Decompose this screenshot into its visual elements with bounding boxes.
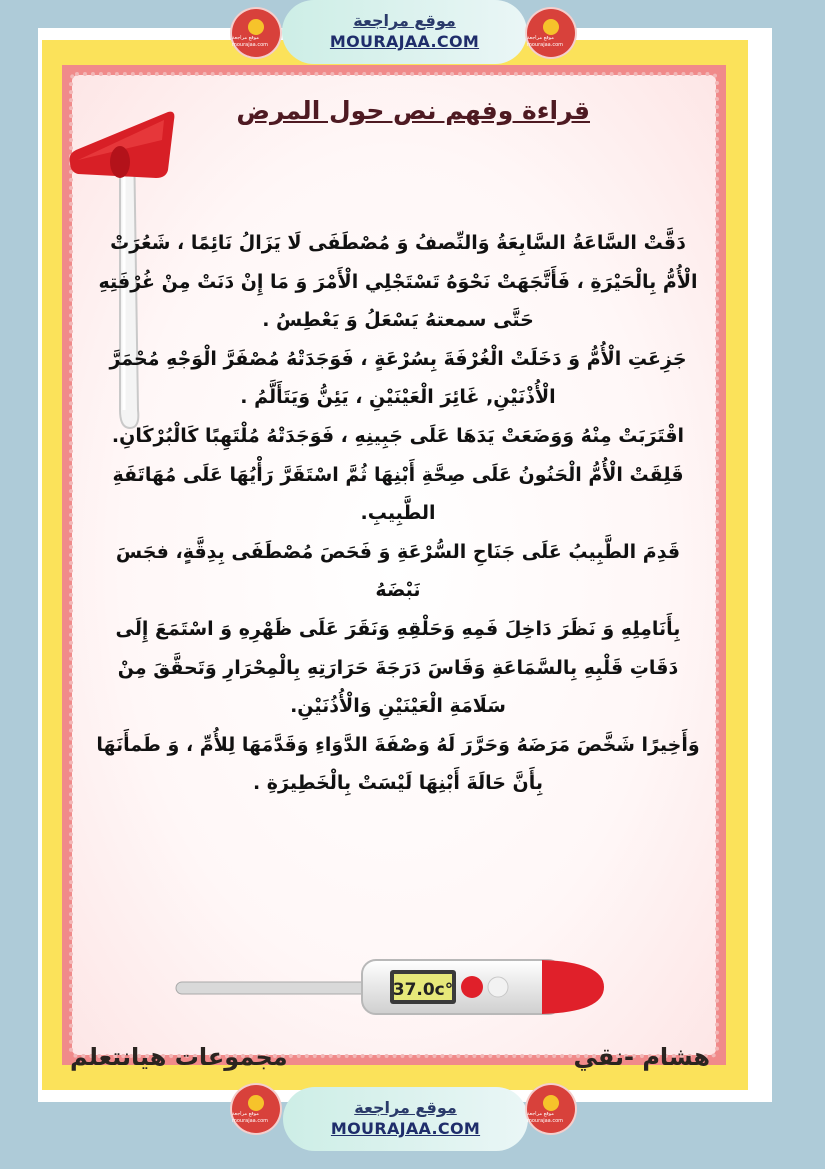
paragraph: دَقَّتْ السَّاعَةُ السَّابِعَةُ وَالنِّصفُ وَ مُصْطَفَى لَا يَزَالُ نَائِمًا ، شَعُرَتْ الْأُمُّ بِالْحَيْرَةِ ، فَأَتَّجَهَتْ نَحْوَهُ تَسْتَجْلِي الْأَمْرَ وَ مَا إِنْ دَنَتْ مِنْ غُرْفَتِهِ حَتَّى سمعتهُ يَسْعَلُ وَ يَعْطِسُ . xyxy=(98,232,698,332)
paragraph: وَأَخِيرًا شَخَّصَ مَرَضَهُ وَحَرَّرَ لَهُ وَصْفَةَ الدَّوَاءِ وَقَدَّمَهَا لِلأُمِّ ، وَ طَمأَنَهَا بِأَنَّ حَالَةَ أَبْنِهَا لَيْسَتْ بِالْخَطِيرَةِ . xyxy=(96,733,700,795)
site-domain: MOURAJAA.COM xyxy=(329,32,480,51)
story-text xyxy=(92,224,704,803)
paragraph: اقْتَرَبَتْ مِنْهُ وَوَضَعَتْ يَدَهَا عَلَى جَبِينِهِ ، فَوَجَدَتْهُ مُلْتَهِبًا كَالْبُرْكَانِ. xyxy=(111,424,685,447)
site-domain: MOURAJAA.COM xyxy=(330,1119,481,1138)
paragraph: جَزِعَتِ الْأُمُّ وَ دَخَلَتْ الْغُرْفَةَ بِسُرْعَةٍ ، فَوَجَدَتْهُ مُصْفَرَّ الْوَجْهِ مُحْمَرَّ الْأُذْنَيْنِ, غَائِرَ الْعَيْنَيْنِ ، يَئِنُّ وَيَتَأَلَّمُ . xyxy=(109,347,687,409)
logo-text: موقع مراجعة mourajaa.com xyxy=(527,35,564,48)
paragraph: بِأَنَامِلِهِ وَ نَظَرَ دَاخِلَ فَمِهِ وَحَلْقِهِ وَنَقَرَ عَلَى ظَهْرِهِ وَ اسْتَمَعَ إِلَى دَقَاتِ قَلْبِهِ بِالسَّمَاعَةِ وَقَاسَ دَرَجَةَ حَرَارَتِهِ بِالْمِحْرَارِ وَتَحقَّقَ مِنْ سَلَامَةِ الْعَيْنَيْنِ وَالْأُذُنَيْنِ. xyxy=(115,617,681,718)
site-logo-icon[interactable] xyxy=(527,1085,575,1133)
author-signature: هشام -نقي xyxy=(573,1043,710,1071)
site-logo-icon[interactable] xyxy=(232,9,280,57)
site-logo-icon[interactable] xyxy=(232,1085,280,1133)
site-name-arabic: موقع مراجعة xyxy=(354,1098,457,1117)
logo-text: موقع مراجعة mourajaa.com xyxy=(527,1111,564,1124)
site-name-arabic: موقع مراجعة xyxy=(353,11,456,30)
thermometer-icon xyxy=(172,952,612,1022)
page-title: قراءة وفهم نص حول المرض xyxy=(236,96,590,125)
logo-text: موقع مراجعة mourajaa.com xyxy=(232,1111,269,1124)
paragraph: قَدِمَ الطَّبِيبُ عَلَى جَنَاحِ السُّرْعَةِ وَ فَحَصَ مُصْطَفَى بِدِقَّةٍ، فجَسَ نَبْضَهُ xyxy=(115,540,681,602)
paragraph: قَلِقَتْ الْأُمُّ الْحَنُونُ عَلَى صِحَّةِ أَبْنِهَا ثُمَّ اسْتَقَرَّ رَأْيُهَا عَلَى مُهَاتَفَةِ الطَّبِيبِ. xyxy=(112,463,684,525)
site-logo-icon[interactable] xyxy=(527,9,575,57)
site-link-bottom[interactable] xyxy=(283,1087,528,1151)
site-link-top[interactable] xyxy=(282,0,527,64)
thermometer-reading: 37.0c° xyxy=(392,980,454,1000)
group-signature: مجموعات هيانتعلم xyxy=(70,1043,288,1071)
logo-text: موقع مراجعة mourajaa.com xyxy=(232,35,269,48)
